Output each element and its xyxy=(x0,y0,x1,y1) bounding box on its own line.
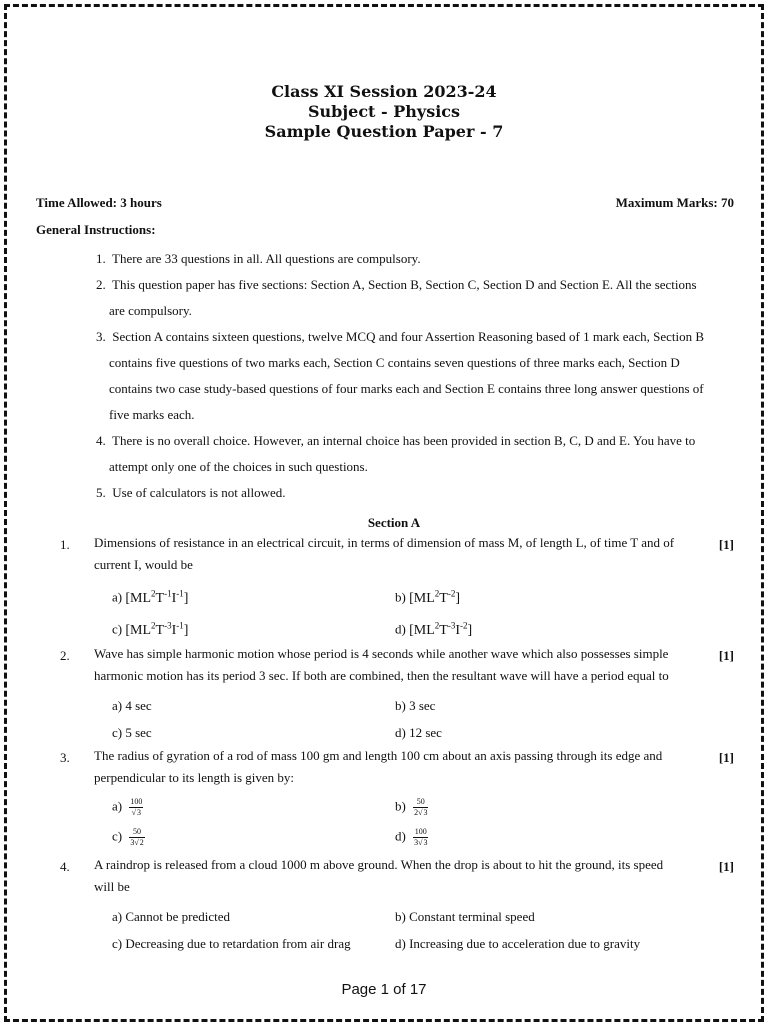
question-2-number: 2. xyxy=(60,648,70,663)
question-1-option-b: b) $[ML^2T^{-2}]$ xyxy=(395,588,460,606)
question-1-option-c: c) $[ML^2T^{-3}I^{-1}]$ xyxy=(112,620,189,638)
paper-title: Sample Question Paper - 7 xyxy=(264,122,504,141)
question-1-number: 1. xyxy=(60,537,70,552)
question-4-number: 4. xyxy=(60,859,70,874)
paper-subject: Subject - Physics xyxy=(307,102,461,121)
instruction-list: 1. There are 33 questions in all. All questions are compulsory. 2. This question paper has five sections: Section A, Section B, Section C, Section D and Section E. All the sections are compulsory. 3. Section A contains sixteen questions, twelve MCQ and four Assertion Reasoning based of 1 mark each, Section B contains five questions of two marks each, Section C contains seven questions of three marks each, Section D contains two case study-based questions of four marks each and Section E contains three long answer questions of five marks each. 4. There is no overall choice. However, an internal choice has been provided in section B, C, D and E. You have to attempt only one of the choices in such questions. 5. Use of calculators is not allowed. xyxy=(96,246,736,506)
question-3-marks: [1] xyxy=(718,750,734,765)
question-1-option-d: d) $[ML^2T^{-3}I^{-2}]$ xyxy=(395,620,473,638)
instruction-item: 5. Use of calculators is not allowed. xyxy=(96,485,286,500)
instruction-item: 2. This question paper has five sections: Section A, Section B, Section C, Section D and Section E. All the sections xyxy=(96,277,697,292)
q3-c-fraction: $\frac{50}{3√2}$ xyxy=(130,827,144,847)
q1-d-expression: $[ML^2T^{-3}I^{-2}]$ xyxy=(409,620,473,638)
q3-a-fraction: $\frac{100}{√3}$ xyxy=(130,797,143,817)
paper-class-session: Class XI Session 2023-24 xyxy=(271,82,497,101)
question-3-option-a: a) $\frac{100}{√3}$ xyxy=(112,797,143,817)
question-2-option-b: b) 3 sec xyxy=(395,698,436,713)
maximum-marks: Maximum Marks: 70 xyxy=(615,195,734,210)
instruction-item: 4. There is no overall choice. However, an internal choice has been provided in section B, C, D and E. You have to xyxy=(96,433,696,448)
general-instructions-heading: General Instructions: xyxy=(36,222,156,237)
q1-b-expression: $[ML^2T^{-2}]$ xyxy=(409,588,460,606)
question-1-marks: [1] xyxy=(718,537,734,552)
question-3-option-b: b) $\frac{50}{2√3}$ xyxy=(395,797,428,817)
question-4-text: A raindrop is released from a cloud 1000 m above ground. When the drop is about to hit the ground, its speed will be xyxy=(94,857,664,894)
question-3-option-c: c) $\frac{50}{3√2}$ xyxy=(112,827,144,847)
question-4-option-b: b) Constant terminal speed xyxy=(395,909,535,924)
question-2-option-a: a) 4 sec xyxy=(112,698,152,713)
question-1-text: Dimensions of resistance in an electrical circuit, in terms of dimension of mass M, of length L, of time T and of current I, would be xyxy=(94,535,675,572)
question-2-text: Wave has simple harmonic motion whose period is 4 seconds while another wave which also possesses simple harmonic motion has its period 3 sec. If both are combined, then the resultant wave will have a period equal to xyxy=(94,646,669,683)
section-a-title: Section A xyxy=(367,515,421,530)
question-4-option-a: a) Cannot be predicted xyxy=(112,909,231,924)
q1-c-expression: $[ML^2T^{-3}I^{-1}]$ xyxy=(125,620,189,638)
question-1-option-a: a) $[ML^2T^{-1}I^{-1}]$ xyxy=(112,588,189,606)
q3-b-fraction: $\frac{50}{2√3}$ xyxy=(414,797,428,817)
question-4-marks: [1] xyxy=(718,859,734,874)
instruction-item: 1. There are 33 questions in all. All questions are compulsory. xyxy=(96,251,421,266)
question-3-number: 3. xyxy=(60,750,70,765)
question-2-option-d: d) 12 sec xyxy=(395,725,442,740)
question-2-marks: [1] xyxy=(718,648,734,663)
question-3-text: The radius of gyration of a rod of mass 100 gm and length 100 cm about an axis passing through its edge and perpendicular to its length is given by: xyxy=(94,748,663,785)
q3-d-fraction: $\frac{100}{3√3}$ xyxy=(414,827,428,847)
question-4-option-c: c) Decreasing due to retardation from air drag xyxy=(112,936,351,951)
instruction-item: 3. Section A contains sixteen questions, twelve MCQ and four Assertion Reasoning based of 1 mark each, Section B xyxy=(96,329,705,344)
time-allowed: Time Allowed: 3 hours xyxy=(36,195,162,210)
page-number: Page 1 of 17 xyxy=(341,981,427,998)
question-2-option-c: c) 5 sec xyxy=(112,725,152,740)
question-3-option-d: d) $\frac{100}{3√3}$ xyxy=(395,827,428,847)
question-4-option-d: d) Increasing due to acceleration due to gravity xyxy=(395,936,641,951)
q1-a-expression: $[ML^2T^{-1}I^{-1}]$ xyxy=(125,588,189,606)
